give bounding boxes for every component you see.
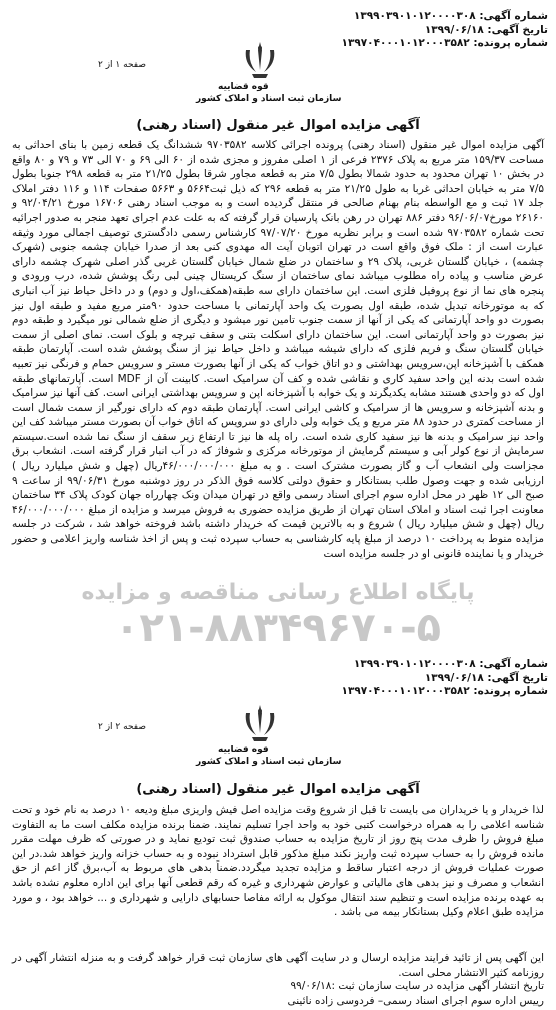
judiciary-emblem-icon <box>238 40 282 80</box>
org-name-registry: سازمان ثبت اسناد و املاک کشور <box>196 757 342 767</box>
file-number: شماره پرونده: ۱۳۹۷۰۴۰۰۰۱۰۱۲۰۰۰۳۵۸۲ <box>341 685 548 697</box>
section1-body: آگهی مزایده اموال غیر منقول (اسناد رهنی) پرونده اجرائی کلاسه ۹۷۰۳۵۸۲ ششدانگ یک قطعه زمین با بنای احداثی به مساحت ۱۵۹/۳۷ متر مربع به پلاک ۲۳۷۶ فرعی از ۱ اصلی مفروز و مجزی شده از ۶۰ الی ۶۹ و ۷۰ الی ۷۳ و ۷۹ و ۸۰ واقع در بخش ۱۰ تهران محدود به حدود شمالا بطول ۷/۵ متر به قطعه مجاور شرقا بطول ۲۱/۲۵ متر به قطعه ۲۹۸ جنوبا بطول ۷/۵ متر به خیابان احداثی غربا به طول ۲۱/۲۵ متر به قطعه ۲۹۶ که ذیل ثبت۵۶۶۴ و ۵۶۶۳ صفحات ۱۱۴ و ۱۱۶ دفتر املاک جلد ۱۷ ثبت و مع الواسطه بنام بهنام صالحی فر منتقل گردیده است و به موجب اسناد رهنی ۱۶۷۰۶ مورخ ۹۲/۰۴/۲۱ و ۲۶۱۶۰ مورخ۹۶/۰۶/۰۷ دفتر ۸۸۶ تهران در رهن بانک پارسیان قرار گرفته که به علت عدم اجرای تعهد منجر به صدور اجرائیه تحت شماره ۹۷۰۳۵۸۲ شده است و برابر نظریه مورخ ۹۷/۰۷/۲۰ کارشناس رسمی دادگستری توصیف اجمالی مورد وثیقه عبارت است از : ملک فوق واقع است در تهران اتوبان آیت اله مهدوی کنی بعد از صدرا خیابان چشمه جنوبی (شهرک چشمه) ، خیابان گلستان غربی، پلاک ۲۹ و ساختمان در ضلع شمال خیابان گلستان غربی گذر اصلی شهرک چشمه دارای عرض مناسب و پیاده راه مطلوب میباشد نمای ساختمان از سنگ کریستال چینی لبی رنگ پوشش شده، درب ورودی و پنجره های نما از نوع پروفیل فلزی است. این ساختمان دارای سه طبقه(همکف،اول و دوم) و در داخل حیاط نیز آب انباری که به موتورخانه تبدیل شده، طبقه اول بصورت یک واحد آپارتمانی با مساحت حدود ۹۰متر مربع مفید و طبقه اول نیز بصورت دو واحد آپارتمانی که یکی از آنها از سمت جنوب تامین نور میشود و دیگری از ضلع شمالی نور میگیرد و طبقه دوم نیز بصورت دو واحد آپارتمانی است. این ساختمان دارای اسکلت بتنی و سقف تیرچه و بلوک است. نمای اصلی از سمت خیابان گلستان سنگ و فریم فلزی که دارای شیشه میباشد و داخل حیاط نیز از سنگ پوشش شده است. آپارتمان طبقه همکف با آشپزخانه اپن،سرویس بهداشتی و دو اتاق خواب که یکی از آنها بصورت مستر و سرویس حمام و فرنگی نیز تعبیه شده است بدنه این واحد سفید کاری و نقاشی شده و کف آن سرامیک است. کابینت آن از MDF است. آپارتمانهای طبقه اول که دو واحدی هستند مشابه یکدیگرند و یک خوابه با آشپزخانه اپن و سرویس بهداشتی ایرانی است. کف آنها نیز سرامیک و بدنه آشپزخانه و سرویس ها از سرامیک و کاشی ایرانی است. آپارتمان طبقه دوم که دارای نورگیر از سمت شمال است از مساحت کمتری در حدود ۸۸ متر مربع و یک خوابه ولی دارای دو سرویس که اتاق خواب آن بصورت مستر میباشد کف این واحد نیز سرامیک و بدنه ها نیز سفید کاری شده است. راه پله ها نیز تا ارتفاع زیر سقف از سنگ نما شده است.سیستم سرمایش از نوع کولر آبی و سیستم گرمایش از موتورخانه مرکزی و شوفاژ که در آب انبار قرار گرفته است. انشعاب برق مجزاست ولی انشعاب آب و گاز بصورت مشترک است . و به مبلغ ۴۶/۰۰۰/۰۰۰/۰۰۰ریال (چهل و شش میلیارد ریال ) ارزیابی شده و جهت وصول طلب بستانکار و حقوق دولتی کلاسه فوق الذکر در روز دوشنبه مورخ ۹۹/۰۶/۳۱ از ساعت ۹ صبح الی ۱۲ ظهر در محل اداره سوم اجرای اسناد رسمی واقع در تهران میدان ونک چهارراه جهان کودک پلاک ۳۴ ساختمان معاونت اجرا ثبت اسناد و املاک استان تهران از طریق مزایده حضوری به فروش میرسد و مزایده از مبلغ ۴۶/۰۰۰/۰۰۰/۰۰۰ ریال (چهل و شش میلیارد ریال ) شروع و به بالاترین قیمت که خریدار داشته باشد فروخته خواهد شد ، شرکت در جلسه مزایده منوط به پرداخت ۱۰ درصد از مبلغ پایه کارشناسی به حساب سپرده ثبت و پس از اخذ شناسه واریز اعلامی و حضور خریدار و یا نماینده قانونی او در جلسه مزایده است <box>12 139 545 560</box>
watermark-subtitle: پایگاه اطلاع رسانی مناقصه و مزایده <box>81 580 475 605</box>
page-label: صفحه ۱ از ۲ <box>98 60 146 70</box>
ad-number: شماره آگهی: ۱۳۹۹۰۳۹۰۱۰۱۲۰۰۰۰۳۰۸ <box>353 658 548 670</box>
section2-title: آگهی مزایده اموال غیر منقول (اسناد رهنی) <box>136 782 420 797</box>
page-label: صفحه ۲ از ۲ <box>98 722 146 732</box>
section2-ad-metadata <box>342 658 548 699</box>
org-name-judiciary: قوه قضاییه <box>218 745 269 755</box>
ad-date: تاریخ آگهی: ۱۳۹۹/۰۶/۱۸ <box>424 671 548 684</box>
org-name-registry: سازمان ثبت اسناد و املاک کشور <box>196 94 342 104</box>
org-name-judiciary: قوه قضاییه <box>218 82 269 92</box>
ad-number: شماره آگهی: ۱۳۹۹۰۳۹۰۱۰۱۲۰۰۰۰۳۰۸ <box>353 10 548 22</box>
judiciary-emblem-icon <box>238 703 282 743</box>
ad-metadata <box>342 10 548 51</box>
publish-date: تاریخ انتشار آگهی مزایده در سایت سازمان ثبت :۹۹/۰۶/۱۸ <box>290 980 544 992</box>
ad-date: تاریخ آگهی: ۱۳۹۹/۰۶/۱۸ <box>424 23 548 36</box>
section1-title: آگهی مزایده اموال غیر منقول (اسناد رهنی) <box>136 118 420 133</box>
section1-header <box>0 0 556 105</box>
watermark-phone: ۰۲۱-۸۸۳۴۹۶۷۰-۵ <box>114 605 442 651</box>
signature: رییس اداره سوم اجرای اسناد رسمی– فردوسی زاده نائینی <box>287 995 544 1007</box>
section2-note: این آگهی پس از تائید فرایند مزایده ارسال و در سایت آگهی های سازمان ثبت قرار خواهد گرفت و به منزله انتشار آگهی در روزنامه کثیر الانتشار محلی است. <box>12 952 544 979</box>
section2-body: لذا خریدار و یا خریداران می بایست تا قبل از شروع وقت مزایده اصل فیش واریزی مبلغ ودیعه ۱۰ درصد به نام خود و تحت شناسه اعلامی را به همراه درخواست کتبی خود به واحد اجرا تسلیم نمایند. ضمنا برنده مزایده مکلف است ما به التفاوت مبلغ فروش را ظرف مدت پنج روز از تاریخ مزایده به حساب صندوق ثبت تودیع نماید و در صورتی که ظرف مهلت مقرر مانده فروش را به حساب سپرده ثبت واریز نکند مبلغ مذکور قابل استرداد نبوده و به حساب خزانه واریز خواهد شد.در این صورت عملیات فروش از درجه اعتبار ساقط و مزایده تجدید میگردد.ضمناً بدهی های مربوط به آب،برق گاز اعم از حق انشعاب و مصرف و نیز بدهی های مالیاتی و عوارض شهرداری و غیره که رقم قطعی آنها برای این اداره معلوم نشده باشد به عهده برنده مزایده است و تنظیم سند انتقال موکول به ارائه مفاصا حسابهای دارایی و شهرداری و ... خواهد بود ، و مورد مزایده طبق اعلام وکیل بستانکار بیمه می باشد . <box>12 804 544 919</box>
file-number: شماره پرونده: ۱۳۹۷۰۴۰۰۰۱۰۱۲۰۰۰۳۵۸۲ <box>341 37 548 49</box>
